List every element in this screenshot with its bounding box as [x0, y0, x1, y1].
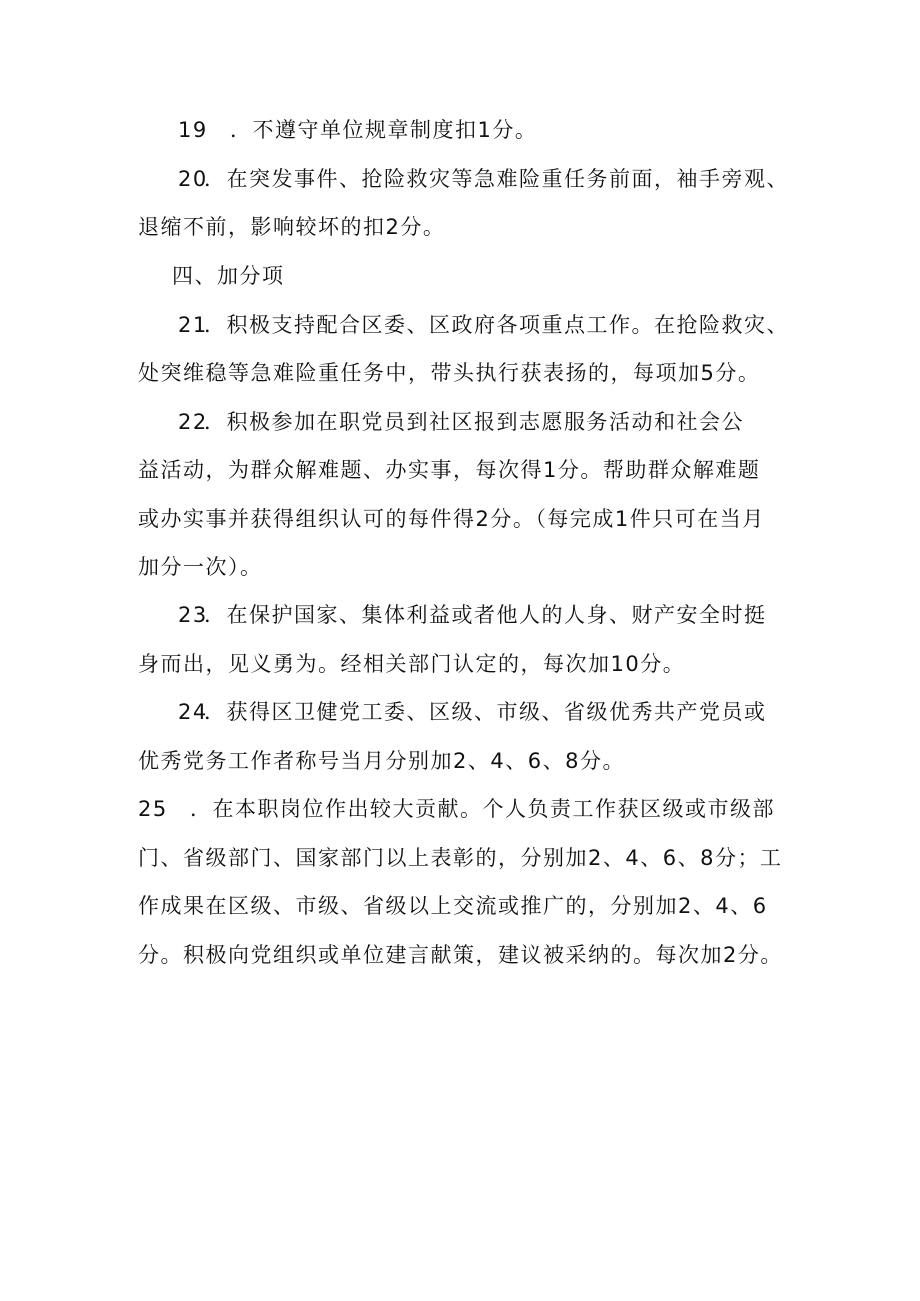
item-25-continued: [138, 891, 768, 921]
item-20-continued: [138, 212, 445, 242]
item-25-continued: [138, 843, 782, 873]
item-number: 20: [178, 167, 208, 191]
item-text: ．在保护国家、集体利益或者他人的人身、财产安全时挺: [204, 603, 767, 627]
item-23: [178, 600, 767, 630]
item-number: 19: [178, 118, 208, 142]
item-text: 加分一次）。: [138, 555, 263, 579]
item-25-continued: [138, 940, 783, 970]
item-24: [178, 697, 767, 727]
item-text: 退缩不前，影响较坏的扣2分。: [138, 215, 446, 239]
item-20: [178, 164, 789, 194]
item-number: 23: [178, 603, 208, 627]
item-22-continued: [138, 455, 760, 485]
item-text: 分。积极向党组织或单位建言献策，建议被采纳的。每次加2分。: [138, 943, 783, 967]
item-text: ．在本职岗位作出较大贡献。个人负责工作获区级或市级部: [190, 797, 775, 821]
item-text: ．积极支持配合区委、区政府各项重点工作。在抢险救灾、: [204, 313, 789, 337]
item-text: ．在突发事件、抢险救灾等急难险重任务前面，袖手旁观、: [204, 167, 789, 191]
item-text: 处突维稳等急难险重任务中，带头执行获表扬的，每项加5分。: [138, 361, 761, 385]
item-number: 25: [138, 797, 168, 821]
item-text: ．积极参加在职党员到社区报到志愿服务活动和社会公: [204, 410, 744, 434]
item-22-continued: [138, 504, 765, 534]
item-21: [178, 310, 789, 340]
item-24-continued: [138, 746, 625, 776]
item-number: 22: [178, 410, 208, 434]
item-text: 门、省级部门、国家部门以上表彰的，分别加2、4、6、8分；工: [138, 846, 783, 870]
item-22: [178, 407, 744, 437]
item-number: 21: [178, 313, 208, 337]
item-23-continued: [138, 649, 685, 679]
item-text: 作成果在区级、市级、省级以上交流或推广的，分别加2、4、6: [138, 894, 768, 918]
section-title: 四、加分项: [172, 264, 285, 288]
item-19: [178, 115, 537, 145]
item-text: 或办实事并获得组织认可的每件得2分。（每完成1件只可在当月: [138, 507, 765, 531]
item-text: ．获得区卫健党工委、区级、市级、省级优秀共产党员或: [204, 700, 767, 724]
item-number: 24: [178, 700, 208, 724]
item-22-continued: [138, 552, 263, 582]
item-text: 身而出，见义勇为。经相关部门认定的，每次加10分。: [138, 652, 686, 676]
item-text: 优秀党务工作者称号当月分别加2、4、6、8分。: [138, 749, 625, 773]
item-25: [138, 794, 775, 824]
section-heading: [172, 261, 285, 291]
item-21-continued: [138, 358, 760, 388]
item-text: 益活动，为群众解难题、办实事，每次得1分。帮助群众解难题: [138, 458, 761, 482]
item-text: ．不遵守单位规章制度扣1分。: [230, 118, 538, 142]
